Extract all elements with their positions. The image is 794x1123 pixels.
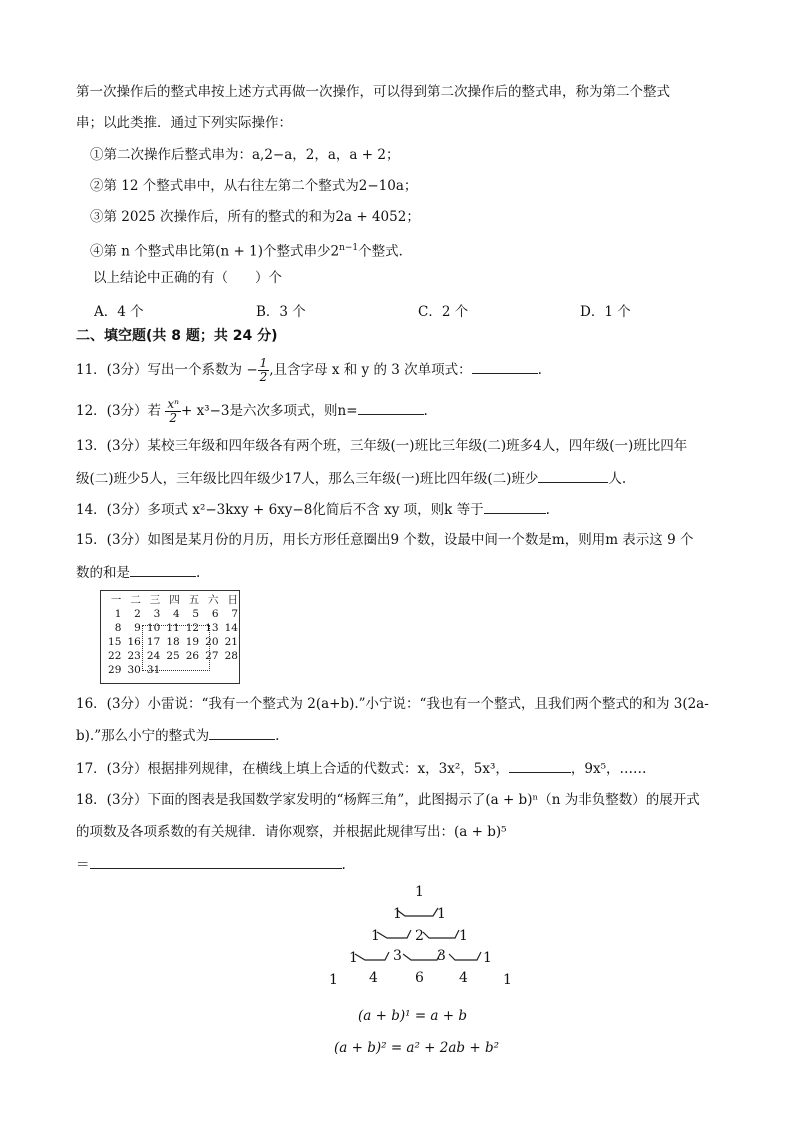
question-16-line-2: [76, 725, 279, 746]
q14-end: .: [545, 502, 550, 518]
triangle-number: 1: [459, 928, 468, 944]
statement-4-sup: n−1: [339, 243, 359, 253]
calendar-cell: 25: [166, 650, 180, 662]
triangle-number: 1: [437, 906, 446, 922]
calendar-cell: 29: [108, 664, 122, 676]
q13-line2-text: 级(二)班少5人，三年级比四年级少17人，那么三年级(一)班比四年级(二)班少: [76, 471, 539, 487]
q11-answer-blank[interactable]: [472, 359, 538, 374]
formula-power-2: (a + b)² = a² + 2ab + b²: [334, 1040, 500, 1056]
calendar-header-cell: 二: [130, 594, 141, 606]
q17-answer-blank[interactable]: [509, 758, 571, 773]
calendar-cell: 27: [205, 650, 219, 662]
q12-fraction: [165, 398, 181, 425]
calendar-cell: 6: [211, 608, 219, 620]
calendar-cell: 9: [134, 622, 141, 634]
q13-end: 人.: [608, 471, 627, 487]
choice-c[interactable]: C．2 个: [418, 304, 469, 320]
q11-end: .: [537, 362, 542, 378]
q16-end: .: [275, 728, 280, 744]
q14-answer-blank[interactable]: [484, 499, 546, 514]
calendar-cell: 14: [224, 622, 238, 634]
q18-equals: ＝: [76, 857, 90, 873]
calendar-cell: 15: [108, 636, 122, 648]
calendar-cell: 24: [146, 650, 161, 662]
statement-1: ①第二次操作后整式串为：a,2−a，2，a，a + 2；: [90, 147, 400, 163]
statement-3: ③第 2025 次操作后，所有的整式的和为2a + 4052；: [90, 209, 420, 225]
q12-frac-den: 2: [169, 411, 177, 425]
q12-end: .: [423, 403, 428, 419]
q16-line2-text: b).”那么小宁的整式为: [76, 728, 210, 744]
calendar-cell: 18: [166, 636, 180, 648]
question-18-line-1: 18．(3分）下面的图表是我国数学家发明的“杨辉三角”，此图揭示了(a + b)ⁿ（n 为非负整数）的展开式: [76, 792, 700, 808]
q12-answer-blank[interactable]: [358, 400, 424, 415]
calendar-cell: 19: [185, 636, 200, 648]
question-prompt: 以上结论中正确的有（ ）个: [93, 270, 282, 286]
q18-end: .: [341, 857, 346, 873]
question-12: [76, 398, 428, 425]
triangle-number: 3: [437, 948, 446, 964]
selection-rectangle: [142, 625, 210, 671]
question-15-line-2: [76, 562, 200, 583]
q11-frac-num: 1: [259, 356, 268, 370]
statement-4-a: ④第 n 个整式串比第(n + 1)个整式串少2: [90, 243, 340, 260]
q18-answer-blank[interactable]: [90, 854, 342, 869]
calendar-cell: 31: [146, 664, 161, 676]
q13-answer-blank[interactable]: [538, 468, 608, 483]
intro-line-1: 第一次操作后的整式串按上述方式再做一次操作，可以得到第二次操作后的整式串，称为第二个整式: [76, 84, 670, 100]
question-18-line-3: [76, 854, 346, 875]
calendar-figure: [100, 590, 240, 684]
calendar-cell: 13: [205, 622, 219, 634]
calendar-cell: 28: [224, 650, 238, 662]
calendar-header: [103, 593, 239, 607]
calendar-cell: 23: [127, 650, 141, 662]
calendar-cell: 1: [114, 608, 122, 620]
question-13-line-2: [76, 468, 626, 489]
q14-text: 14．(3分）多项式 x²−3kxy + 6xy−8化简后不含 xy 项，则k 等于: [76, 502, 484, 518]
calendar-cell: 22: [108, 650, 122, 662]
statement-4-b: 个整式．: [358, 243, 413, 260]
calendar-header-cell: 一: [110, 594, 122, 606]
calendar-header-cell: 四: [169, 594, 180, 606]
calendar-header-cell: 日: [227, 594, 238, 606]
calendar-cell: 17: [146, 636, 161, 648]
triangle-number: 2: [415, 928, 424, 944]
choice-d[interactable]: D．1 个: [580, 304, 631, 320]
calendar-cell: 7: [231, 608, 238, 620]
q17-text: 17．(3分）根据排列规律，在横线上填上合适的代数式：x，3x²，5x³，: [76, 761, 509, 777]
question-14: [76, 499, 550, 520]
calendar-cell: 21: [224, 636, 238, 648]
q11-fraction: [258, 357, 270, 384]
q12-frac-num: xⁿ: [167, 397, 179, 411]
q11-post: ,且含字母 x 和 y 的 3 次单项式：: [269, 362, 472, 378]
triangle-number: 1: [371, 928, 380, 944]
question-18-line-2: 的项数及各项系数的有关规律．请你观察，并根据此规律写出：(a + b)⁵: [76, 824, 507, 840]
statement-4: [90, 238, 412, 262]
calendar-cell: 20: [205, 636, 219, 648]
triangle-number: 4: [369, 970, 378, 986]
triangle-number: 1: [483, 950, 492, 966]
calendar-row: [103, 607, 239, 621]
q16-answer-blank[interactable]: [209, 725, 275, 740]
triangle-number: 3: [393, 948, 402, 964]
q15-line2-text: 数的和是: [76, 565, 130, 581]
q11-pre: 11．(3分）写出一个系数为 −: [76, 362, 258, 378]
q15-answer-blank[interactable]: [130, 562, 196, 577]
calendar-cell: 5: [192, 608, 200, 620]
calendar-cell: 12: [185, 622, 200, 634]
calendar-cell: 16: [127, 636, 141, 648]
triangle-number: 1: [329, 972, 338, 988]
calendar-header-cell: 三: [149, 594, 161, 606]
triangle-number: 1: [349, 950, 358, 966]
calendar-cell: 30: [127, 664, 141, 676]
calendar-header-cell: 六: [208, 594, 219, 606]
q17-post: ，9x⁵，……: [570, 761, 647, 777]
triangle-number: 1: [393, 906, 402, 922]
calendar-cell: 8: [114, 622, 122, 634]
calendar-cell: 11: [166, 622, 180, 634]
q12-pre: 12．(3分）若: [76, 403, 166, 419]
question-15-line-1: 15．(3分）如图是某月份的月历，用长方形任意圈出9 个数，设最中间一个数是m，则用m 表示这 9 个: [76, 532, 694, 548]
question-16-line-1: 16．(3分）小雷说：“我有一个整式为 2(a+b).”小宁说：“我也有一个整式，且我们两个整式的和为 3(2a-: [76, 696, 709, 712]
triangle-number: 4: [459, 970, 468, 986]
triangle-connectors: [325, 880, 525, 990]
calendar-cell: 3: [153, 608, 161, 620]
choice-a[interactable]: A．4 个: [94, 304, 144, 320]
calendar-cell: 10: [146, 622, 161, 634]
calendar-cell: 26: [185, 650, 200, 662]
q15-end: .: [196, 565, 201, 581]
q12-mid: + x³−3是六次多项式，则n=: [180, 403, 358, 419]
statement-2: ②第 12 个整式串中，从右往左第二个整式为2−10a；: [90, 178, 418, 194]
q11-frac-den: 2: [259, 370, 268, 384]
triangle-number: 1: [415, 884, 424, 900]
calendar-header-cell: 五: [188, 594, 200, 606]
question-13-line-1: 13．(3分）某校三年级和四年级各有两个班，三年级(一)班比三年级(二)班多4人，四年级(一)班比四年: [76, 438, 688, 454]
calendar-cell: 4: [173, 608, 180, 620]
calendar-cell: 2: [134, 608, 141, 620]
intro-line-2: 串；以此类推．通过下列实际操作：: [76, 115, 292, 131]
formula-power-1: (a + b)¹ = a + b: [358, 1008, 468, 1024]
choice-b[interactable]: B．3 个: [256, 304, 306, 320]
yanghui-triangle: [325, 880, 525, 990]
triangle-number: 6: [415, 970, 424, 986]
calendar-cell: [220, 663, 239, 677]
triangle-number: 1: [503, 972, 512, 988]
section-heading: 二、填空题(共 8 题；共 24 分): [76, 328, 278, 344]
question-17: [76, 758, 647, 779]
question-11: [76, 357, 542, 384]
